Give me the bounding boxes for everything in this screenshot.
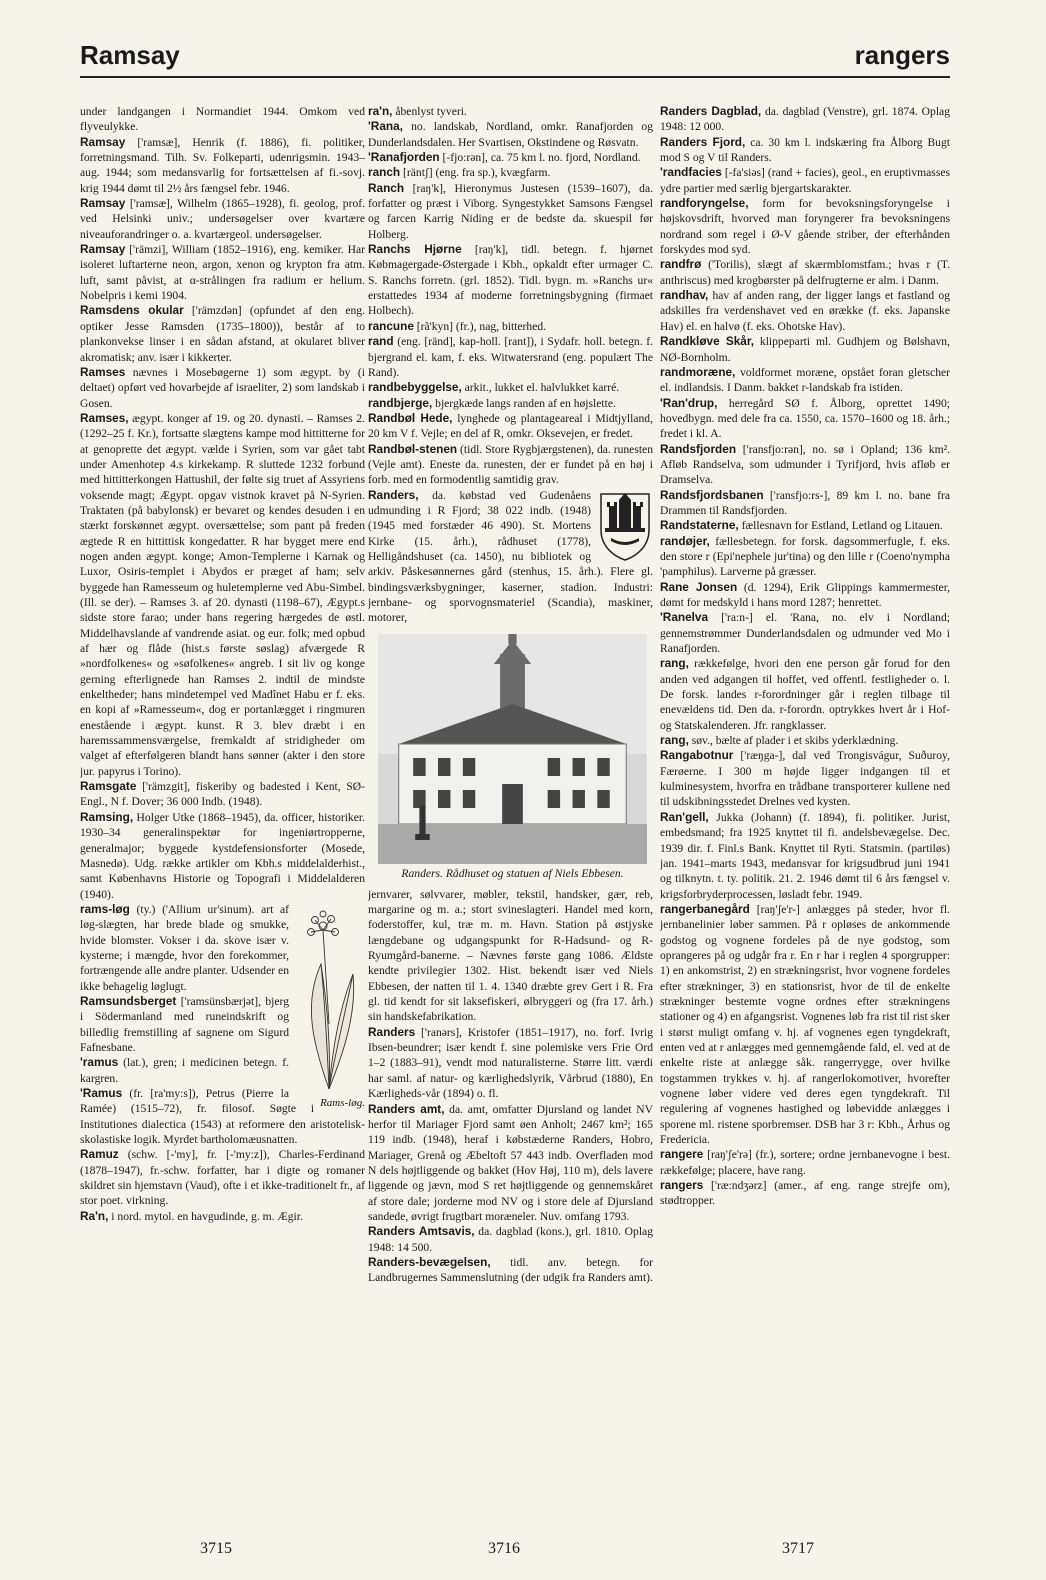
entry: Randers-bevægelsen, tidl. anv. betegn. for Landbrugernes Sammenslutning (der udgik fra Randers amt). (368, 1254, 653, 1285)
entry: randbjerge, bjergkæde langs randen af en højslette. (368, 395, 616, 410)
entry: under landgangen i Normandiet 1944. Omkom ved flyveulykke. (80, 105, 365, 134)
entry: randøjer, fællesbetegn. for forsk. dagsommerfugle, f. eks. den store r (Epi'nephele jur'tina) og den lille r (Coeno'nympha 'pamphilus). Larverne på græsser. (660, 533, 950, 579)
entry: Ra'n, i nord. mytol. en havgudinde, g. m. Ægir. (80, 1208, 303, 1223)
entry: randforyngelse, form for bevoksningsforyngelse i højskovsdrift, hvorved man foryngerer fra bevoksningens nordrand som regel i Ø-V gående striber, der efterhånden forskydes mod syd. (660, 196, 950, 257)
entry: rangerbanegård [raŋ'ʃe'r-] anlægges på steder, hvor fl. jernbanelinier løber sammen. På r opløses de ankommende godstog og vognene fordeles på de nye godstog, som oprangeres på og udgår fra r. En r har i reglen 4 sporgrupper: 1) en ankomstrist, 2) en strækningsrist, hvor vognene fordeles efter strækninger, 3) en stationsrist, hvor de til de enkelte strækninger bestemte vogne ordnes efter strækningens stationer og 4) en afgangsrist. Vognenes løb fra rist til rist sker i størst muligt omfang v. hj. af vognenes egen tyngdekraft, enten ved at r anlægges med gennemgående fald, el. ved at de enkelte riste at anlægge såk. rangerrygge, over hvilke togstammen trykkes v. hj. af rangerlokomotiver, hvorefter vognene løber videre ved deres egen tyngdekraft. Til regulering af vognenes hastighed og løbevidde anlægges i sporene ml. ristene sporbremser. DSB har 3 r: Kbh., Århus og Fredericia. (660, 901, 950, 1147)
entry: randhav, hav af anden rang, der ligger langs et fastland og adskilles fra verdenshavet ved en ørække (f. eks. Japanske Hav) el. en halvø (f. eks. Ohotske Hav). (660, 288, 950, 333)
column-2 (368, 104, 653, 1484)
entry: Ranchs Hjørne [raŋ'k], tidl. betegn. f. hjørnet Købmagergade-Østergade i Kbh., opkaldt efter urmager C. S. Ranchs forretn. (grl. 1852). Tidl. bygn. m. »Ranchs ur« erstattedes 1934 af moderne forretningsbygning (firmaet Holbech). (368, 242, 653, 318)
ramsons-plant-illustration (293, 904, 365, 1094)
photo-figure (378, 634, 647, 881)
entry: rang, søv., bælte af plader i et skibs yderklædning. (660, 733, 899, 748)
entry: 'Ranafjorden [-fjo:rən], ca. 75 km l. no. fjord, Nordland. (368, 150, 641, 165)
entry: Randers ['ranərs], Kristofer (1851–1917), no. forf. Ivrig Ibsen-beundrer; især kendt f. sine polemiske vers Frie Ord 1–2 (1883–91), vendt mod naturalisterne. Større litt. værdi har saml. af natur- og kærlighedslyrik, Vårbrud (1880), En Kærligheds-vår (1894) o. fl. (368, 1024, 653, 1101)
entry: Ramuz (schw. [-'my], fr. [-'my:z]), Charles-Ferdinand (1878–1947), fr.-schw. forfatter, har i digte og romaner skildret sin hjemstavn (Vaud), ofte i et ikke-traditionelt fr., af stor poet. virkning. (80, 1147, 365, 1208)
entry: rams-løg (ty.) ('Allium ur'sinum). art af løg-slægten, har brede blade og smukke, hvide blomster. Vokser i da. skove især v. kysterne; i mængde, hvor den forekommer, fortrængende alle andre planter. Udsender en ikke behagelig løglugt. (80, 901, 289, 993)
entry: Ranch [raŋ'k], Hieronymus Justesen (1539–1607), da. forfatter og præst i Viborg. Syngestykket Samsons Fængsel og farcen Karrig Niding er de bedste da. skuespil før Holberg. (368, 180, 653, 241)
entry: Randers amt, da. amt, omfatter Djursland og landet NV herfor til Mariager Fjord samt øen Anholt; 2467 km²; 165 119 indb. (1948), heraf i købstæderne Randers, Hobro, Mariager, Grenå og Æbeltoft 57 443 indb. Overfladen mod N dels højtliggende og bakket (Hov Høj, 110 m), dels lavere liggende og jævn, mod S ret højtliggende og gennemskåret af store dale; jorderne mod NV og i store dele af Djursland sandede, øvrigt frugtbart moræneler. Nuv. omfang 1793. (368, 1101, 653, 1223)
page-number-center: 3716 (488, 1540, 520, 1557)
entry: Randsfjordsbanen ['ransfjo:rs-], 89 km l. no. bane fra Drammen til Randsfjorden. (660, 487, 950, 517)
entry: rand (eng. [ränd], kap-holl. [rant]), i Sydafr. holl. betegn. f. bjergrand el. kam, f. eks. Witwatersrand (eng. populært The Rand). (368, 334, 653, 379)
entry: randmoræne, voldformet moræne, opstået foran gletscher el. indlandsis. I Danm. bakket r-landskab fra istiden. (660, 364, 950, 395)
entry: Ramsing, Holger Utke (1868–1945), da. officer, historiker. 1930–34 generalinspektør for ingeniørtropperne, generalmajor; byggede kystdefensionsforter (Mosede, Masnedø). Udg. række artikler om Kbh.s middelalderhist., samt Københavns Historie og Topografi i Middelalderen (1940). (80, 809, 365, 901)
entry: Randers Amtsavis, da. dagblad (kons.), grl. 1810. Oplag 1948: 14 500. (368, 1224, 653, 1254)
running-head-left: Ramsay (80, 40, 180, 70)
column-1 (80, 104, 365, 1484)
page-number-left: 3715 (200, 1540, 232, 1557)
entry: Randstaterne, fællesnavn for Estland, Letland og Litauen. (660, 518, 943, 533)
running-head-right: rangers (854, 40, 950, 70)
randers-town-hall-photo (378, 634, 647, 864)
entry: Ramsay ['rämzi], William (1852–1916), eng. kemiker. Har isoleret luftarterne neon, argon, xenon og krypton fra atm. luft, samt påvist, at α-strålingen fra radium er helium. Nobelpris i kemi 1904. (80, 242, 365, 303)
entry: Ramsundsberget ['ramsünsbærjət], bjerg i Södermanland med runeindskrift og billedlig fremstilling af sagnene om Sigurd Fafnesbane. (80, 993, 289, 1054)
plant-caption: Rams-løg. (320, 1096, 365, 1109)
column-3 (660, 104, 950, 1484)
entry: Ramsdens okular ['rämzdən] (opfundet af den eng. optiker Jesse Ramsden (1735–1800)), består af to plankonvekse linser i en sådan afstand, at okularet bliver akromatisk; anv. især i kikkerter. (80, 303, 365, 364)
header-rule (80, 76, 950, 78)
randers-coat-of-arms (597, 490, 653, 562)
entry: Rangabotnur ['ræŋga-], dal ved Trongisvágur, Suðuroy, Færøerne. I 300 m højde ligger indgangen til et kulminesystem, hvorfra en trådbane transporterer kullene ned til udskibningsstedet Drelnes ved kysten. (660, 748, 950, 809)
entry: rangere [raŋ'ʃe'rə] (fr.), sortere; ordne jernbanevogne i best. rækkefølge; placere, have rang. (660, 1147, 950, 1177)
entry: 'randfacies [-fa'siəs] (rand + facies), geol., en eruptivmasses ydre partier med særlig bjergartskarakter. (660, 165, 950, 195)
page-number-right: 3717 (782, 1540, 814, 1557)
entry: Ran'gell, Jukka (Johann) (f. 1894), fi. politiker. Jurist, embedsmand; fra 1925 knyttet til fi. andelsbevægelse. Dec. 1939 dir. f. Finl.s Bank. Knyttet til Ryti. Statsmin. (partiløs) jan. 1941–marts 1943, medansvar for krigsudbrud juni 1941 og tilknytn. t. ty. politik. 21. 2. 1946 dømt til 6 års fængsel v. krigsforbryderprocessen, løsladt febr. 1949. (660, 809, 950, 901)
entry: randbebyggelse, arkit., lukket el. halvlukket karré. (368, 380, 620, 395)
entry: Rane Jonsen (d. 1294), Erik Glippings kammermester, dømt for medskyld i hans mord 1287; henrettet. (660, 579, 950, 609)
photo-caption: Randers. Rådhuset og statuen af Niels Ebbesen. (401, 866, 624, 880)
entry: Randbøl-stenen (tidl. Store Rygbjærgstenen), da. runesten (Vejle amt). Eneste da. runesten, der er fundet på en høj i forb. med en formodentlig samtidig grav. (368, 441, 653, 487)
entry: 'ramus (lat.), gren; i medicinen betegn. f. kargren. (80, 1055, 289, 1085)
entry: Randbøl Hede, lynghede og plantageareal i Midtjylland, 20 km V f. Vejle; en del af R, omkr. Oksevejen, er fredet. (368, 410, 653, 441)
entry: Randkløve Skår, klippeparti ml. Gudhjem og Bølshavn, NØ-Bornholm. (660, 334, 950, 364)
entry: 'Ramus (fr. [ra'my:s]), Petrus (Pierre la Ramée) (1515–72), fr. filosof. Søgte i Institutiones dialectica (1543) at reformere den aristotelisk-skolastiske logik. Myrdet bartholomæusnatten. (80, 1086, 365, 1147)
entry: Ramsgate ['rämzgit], fiskeriby og badested i Kent, SØ-Engl., N f. Dover; 36 000 Indb. (1948). (80, 779, 365, 809)
entry: Ramsay ['ramsæ], Wilhelm (1865–1928), fi. geolog, prof. ved Helsinki univ.; undersøgelser over kvartære niveauforandringer o. a. kvartærgeol. undersøgelser. (80, 196, 365, 241)
entry: Ramses nævnes i Mosebøgerne 1) som ægypt. by (i deltaet) opført ved hovarbejde af israeliter, 2) som landskab i Gosen. (80, 364, 365, 410)
entry: Randers Fjord, ca. 30 km l. indskæring fra Ålborg Bugt mod S og V til Randers. (660, 134, 950, 165)
entry: rang, rækkefølge, hvori den ene person går forud for den anden ved adgangen til hoffet, ved offentl. festligheder o. l. De forsk. landes r-forordninger går i reglen tilbage til enevældens tid. Den da. r-forordn. optrykkes hvert år i Hof- og Statskalenderen. Jfr. rangklasser. (660, 656, 950, 732)
entry: ra'n, åbenlyst tyveri. (368, 104, 467, 118)
entry: Randsfjorden ['ransfjo:rən], no. sø i Opland; 136 km². Afløb Randselva, som udmunder i Tyrifjord, hvis afløb er Dramselva. (660, 441, 950, 487)
entry: 'Ran'drup, herregård SØ f. Ålborg, oprettet 1490; hovedbygn. med dele fra ca. 1550, ca. 1570–1600 og 18. årh.; fredet i kl. A. (660, 395, 950, 441)
entry: 'Rana, no. landskab, Nordland, omkr. Ranafjorden og Dunderlandsdalen. Her Svartisen, Okstindene og Røsvatn. (368, 119, 653, 149)
entry: rancune [rã'kyn] (fr.), nag, bitterhed. (368, 318, 547, 333)
entry: Ramses, ægypt. konger af 19. og 20. dynasti. – Ramses 2. (1292–25 f. Kr.), fortsatte slægtens kampe mod hittitterne for at genoprette det ægypt. vælde i Syrien, som var gået tabt under Amenhotep 4.s kirkekamp. R sluttede 1232 forbund med hittitterkongen Hattushil, der følte sig truet af Assyriens voksende magt; Ægypt. opgav vistnok kravet på N-Syrien. Traktaten (på babylonsk) er bevaret og kendes desuden i en stærkt forskønnet ægypt. oversættelse; som pant på freden ægtede R en hittittisk kongedatter. R har bygget mere end nogen anden ægypt. konge; Amon-Templerne i Karnak og Luxor, Osiris-templet i Abydos er præget af ham; selv byggede han Ramesseum og huletemplerne ved Abu-Simbel. (Ill. se der). – Ramses 3. af 20. dynasti (1198–67), Ægypt.s sidste store farao; under hans regering hærgedes de østl. Middelhavslande af vandrende asiat. og eur. folk; med opbud af hær og flåde (hist.s første søslag) afværgede R »nordfolkenes« og »søfolkenes« angreb. I sit liv og konge gerning efterlignede han Ramses 2. indtil de mindste enkeltheder; hans mindetempel ved Madînet Habu er f. eks. en kopi af »Ramesseum«, dog er portanlægget i ringmuren enestående i ægypt. kunst. R 3. blev dræbt i en haremssammensværgelse, fremkaldt af stridigheder om valget af efterfølgeren blandt hans sønner (akter i den store jur. papyrus i Torino). (80, 410, 365, 778)
entry: jernvarer, sølvvarer, møbler, tekstil, handsker, gær, reb, margarine og m. a.; stort svineslagteri. Handel med korn, foderstoffer, kul, træ m. m. Havn. Station på østjyske længdebane og udgangspunkt for R-Hadsund- og R-Ryumgård-banerne. – Nævnes første gang 1086. Ældste kendte privilegier 1302. Hist. bekendt især ved Niels Ebbesen, der natten til 1. 4. 1340 dræbte grev Gert i R. Fra gl. tid kendt for sit laksefiskeri, ølbryggeri og (fra 17. årh.) sin handskefabrikation. (368, 887, 653, 1024)
entry: randfrø ('Torilis), slægt af skærmblomstfam.; hvas r (T. anthriscus) med krogbørster på delfrugterne er alm. i Danm. (660, 257, 950, 287)
entry: Ramsay ['ramsæ], Henrik (f. 1886), fi. politiker, forretningsmand. Tilh. Sv. Folkeparti, udenrigsmin. 1943–aug. 1944; som medansvarlig for fortsættelsen af fi.-sovj. krig 1944 dømt til 2½ års fængsel febr. 1946. (80, 134, 365, 195)
entry: Randers Dagblad, da. dagblad (Venstre), grl. 1874. Oplag 1948: 12 000. (660, 104, 950, 134)
entry: rangers ['ræ:ndʒərz] (amer., af eng. range strejfe om), stødtropper. (660, 1178, 950, 1208)
entry: ranch [räntʃ] (eng. fra sp.), kvægfarm. (368, 165, 551, 180)
entry: Randers, da. købstad ved Gudenåens udmunding i R Fjord; 38 022 indb. (1948) (1945 med forstæder 46 490). St. Mortens Kirke (15. årh.), rådhuset (1778), Helligåndshuset (ca. 1450), nu bibliotek og arkiv. Påskesønnernes gård (stenhus, 15. årh.). Flere gl. bindingsværksbygninger, kaserner, stadion. Industri: jernbane- og sporvognsmateriel (Scandia), maskiner, motorer, (368, 487, 653, 625)
entry: 'Ranelva ['ra:n-] el. 'Rana, no. elv i Nordland; gennemstrømmer Dunderlandsdalen og udmunder ved Mo i Ranafjorden. (660, 610, 950, 656)
